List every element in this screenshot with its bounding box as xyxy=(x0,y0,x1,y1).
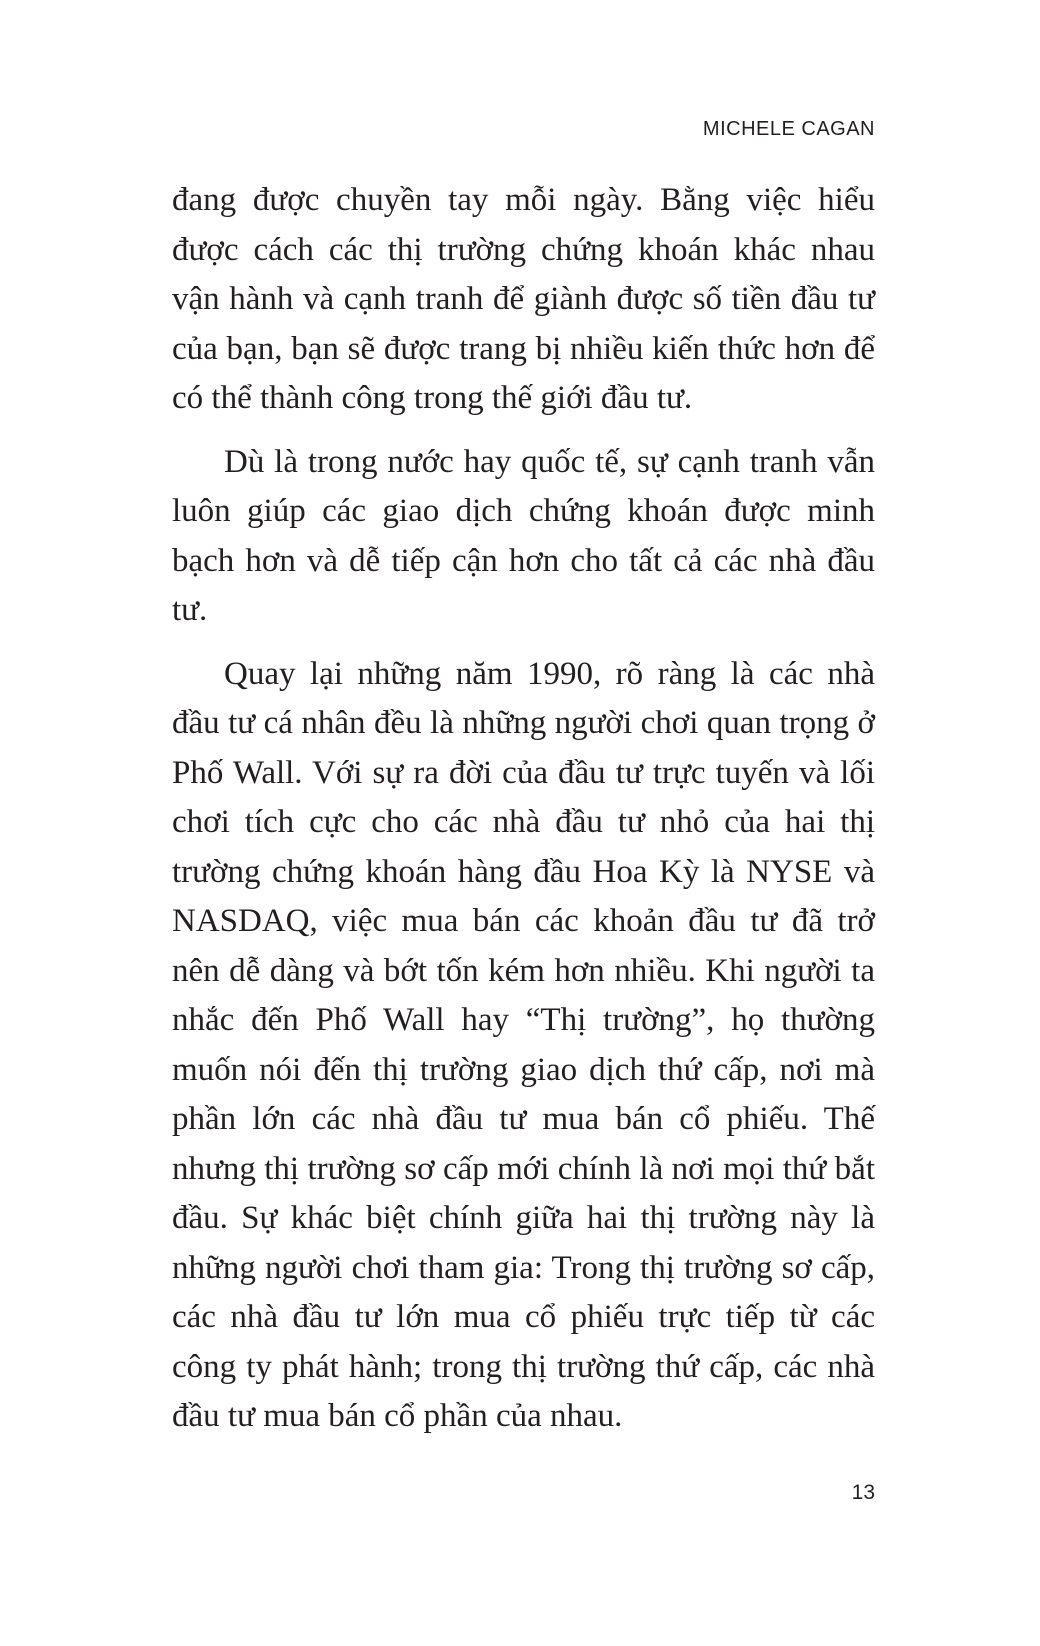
page-number: 13 xyxy=(851,1481,875,1504)
paragraph-3: Quay lại những năm 1990, rõ ràng là các nhà đầu tư cá nhân đều là những người chơi quan trọng ở Phố Wall. Với sự ra đời của đầu tư trực tuyến và lối chơi tích cực cho các nhà đầu tư nhỏ của hai thị trường chứng khoán hàng đầu Hoa Kỳ là NYSE và NASDAQ, việc mua bán các khoản đầu tư đã trở nên dễ dàng và bớt tốn kém hơn nhiều. Khi người ta nhắc đến Phố Wall hay “Thị trường”, họ thường muốn nói đến thị trường giao dịch thứ cấp, nơi mà phần lớn các nhà đầu tư mua bán cổ phiếu. Thế nhưng thị trường sơ cấp mới chính là nơi mọi thứ bắt đầu. Sự khác biệt chính giữa hai thị trường này là những người chơi tham gia: Trong thị trường sơ cấp, các nhà đầu tư lớn mua cổ phiếu trực tiếp từ các công ty phát hành; trong thị trường thứ cấp, các nhà đầu tư mua bán cổ phần của nhau. xyxy=(172,655,875,1434)
running-header-author: MICHELE CAGAN xyxy=(702,118,875,140)
paragraph-1: đang được chuyền tay mỗi ngày. Bằng việc hiểu được cách các thị trường chứng khoán khác nhau vận hành và cạnh tranh để giành được số tiền đầu tư của bạn, bạn sẽ được trang bị nhiều kiến thức hơn để có thể thành công trong thế giới đầu tư. xyxy=(172,182,875,416)
paragraph-2: Dù là trong nước hay quốc tế, sự cạnh tranh vẫn luôn giúp các giao dịch chứng khoán được minh bạch hơn và dễ tiếp cận hơn cho tất cả các nhà đầu tư. xyxy=(172,443,875,628)
body-text xyxy=(172,176,875,1442)
